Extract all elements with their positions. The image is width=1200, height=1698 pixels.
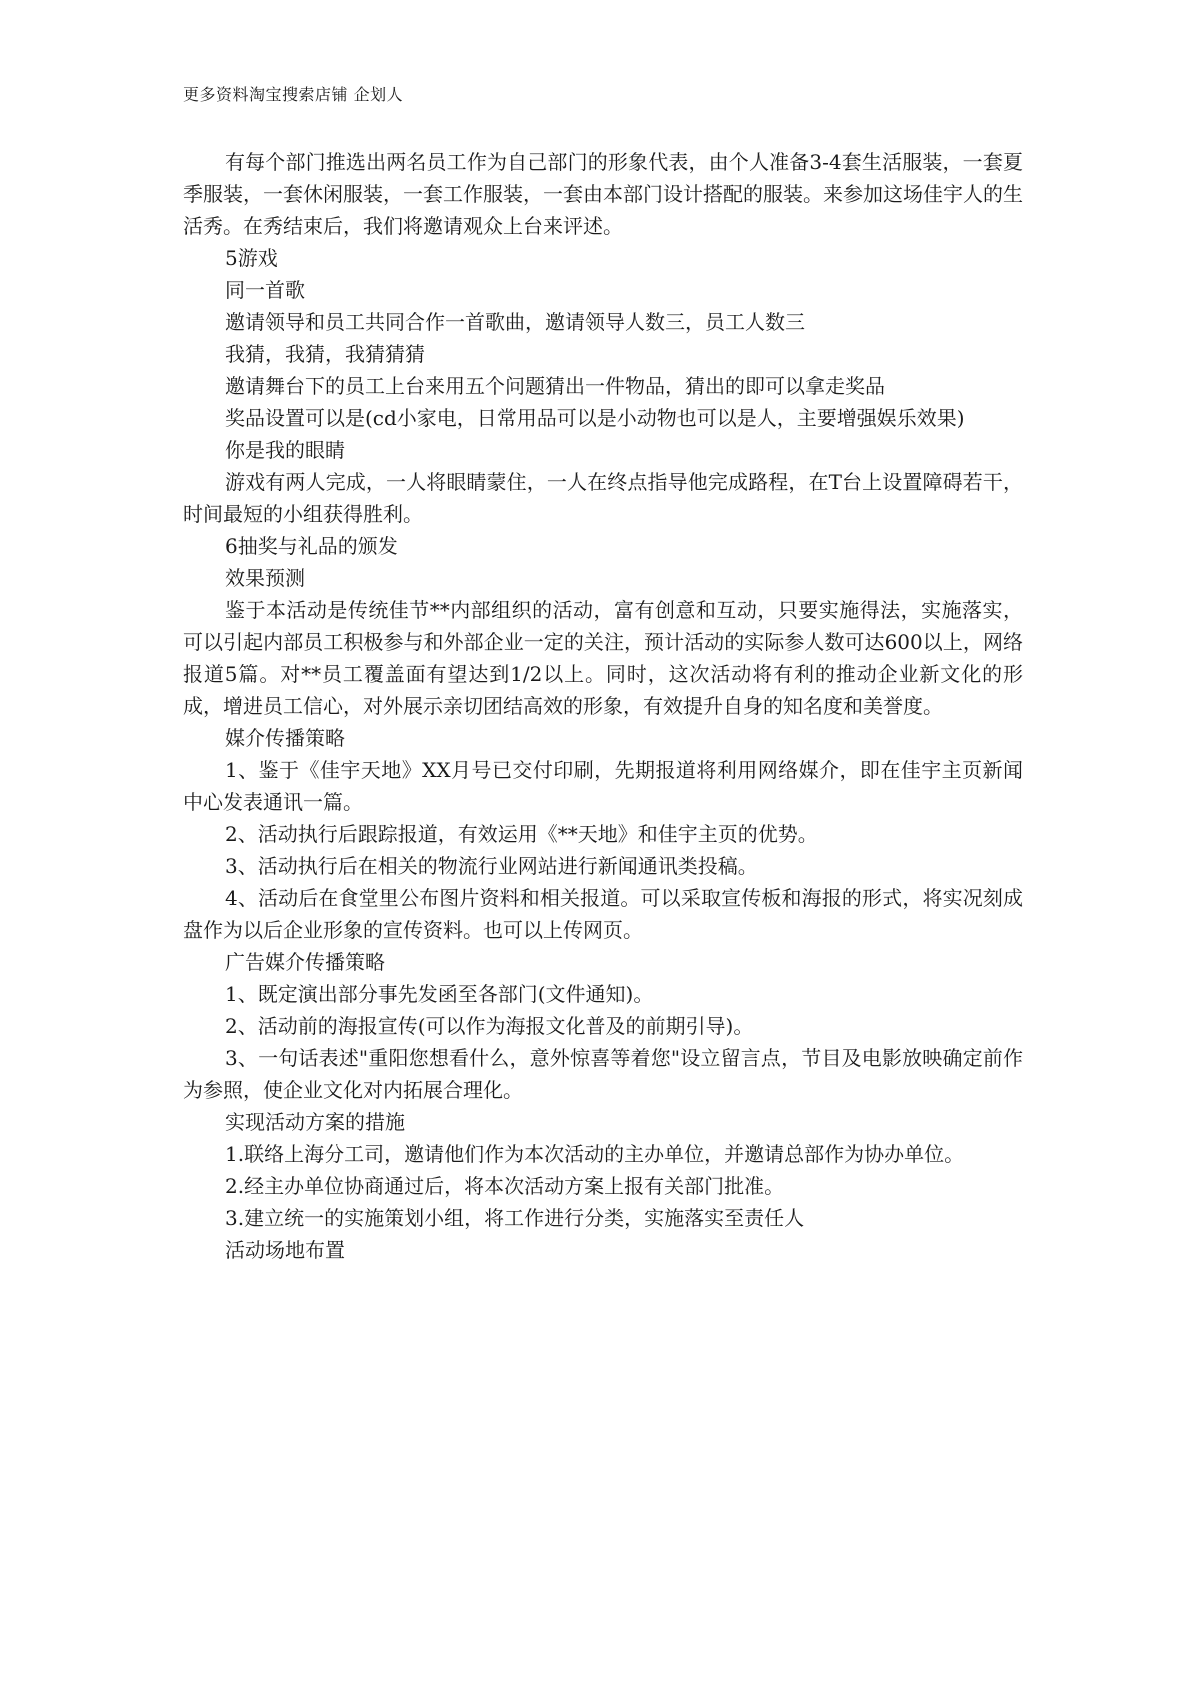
paragraph: 邀请领导和员工共同合作一首歌曲，邀请领导人数三，员工人数三 <box>225 310 805 334</box>
paragraph: 游戏有两人完成，一人将眼睛蒙住，一人在终点指导他完成路程，在T台上设置障碍若干，时间最短的小组获得胜利。 <box>183 470 1023 526</box>
section-heading-lottery: 6抽奖与礼品的颁发 <box>225 534 398 558</box>
section-heading-venue: 活动场地布置 <box>225 1238 345 1262</box>
paragraph: 有每个部门推选出两名员工作为自己部门的形象代表，由个人准备3-4套生活服装，一套夏季服装，一套休闲服装，一套工作服装，一套由本部门设计搭配的服装。来参加这场佳宇人的生活秀。在秀结束后，我们将邀请观众上台来评述。 <box>183 150 1023 238</box>
section-heading-media: 媒介传播策略 <box>225 726 345 750</box>
section-heading-measures: 实现活动方案的措施 <box>225 1110 405 1134</box>
list-item: 1、既定演出部分事先发函至各部门(文件通知)。 <box>225 982 654 1006</box>
section-heading-effect: 效果预测 <box>225 566 305 590</box>
list-item: 4、活动后在食堂里公布图片资料和相关报道。可以采取宣传板和海报的形式，将实况刻成盘作为以后企业形象的宣传资料。也可以上传网页。 <box>183 886 1023 942</box>
page-header: 更多资料淘宝搜索店铺 企划人 <box>183 85 404 104</box>
paragraph: 鉴于本活动是传统佳节**内部组织的活动，富有创意和互动，只要实施得法，实施落实，可以引起内部员工积极参与和外部企业一定的关注，预计活动的实际参人数可达600以上，网络报道5篇。对**员工覆盖面有望达到1/2以上。同时，这次活动将有利的推动企业新文化的形成，增进员工信心，对外展示亲切团结高效的形象，有效提升自身的知名度和美誉度。 <box>183 598 1023 718</box>
list-item: 2、活动前的海报宣传(可以作为海报文化普及的前期引导)。 <box>225 1014 754 1038</box>
section-heading-games: 5游戏 <box>225 246 278 270</box>
document-body <box>183 146 1023 1266</box>
game-title: 我猜，我猜，我猜猜猜 <box>225 342 425 366</box>
game-title: 同一首歌 <box>225 278 305 302</box>
section-heading-ad-media: 广告媒介传播策略 <box>225 950 385 974</box>
list-item: 3.建立统一的实施策划小组，将工作进行分类，实施落实至责任人 <box>225 1206 805 1230</box>
paragraph: 邀请舞台下的员工上台来用五个问题猜出一件物品，猜出的即可以拿走奖品 <box>225 374 885 398</box>
list-item: 1、鉴于《佳宇天地》XX月号已交付印刷，先期报道将利用网络媒介，即在佳宇主页新闻中心发表通讯一篇。 <box>183 758 1023 814</box>
list-item: 2、活动执行后跟踪报道，有效运用《**天地》和佳宇主页的优势。 <box>225 822 818 846</box>
list-item: 2.经主办单位协商通过后，将本次活动方案上报有关部门批准。 <box>225 1174 785 1198</box>
list-item: 1.联络上海分工司，邀请他们作为本次活动的主办单位，并邀请总部作为协办单位。 <box>225 1142 965 1166</box>
list-item: 3、活动执行后在相关的物流行业网站进行新闻通讯类投稿。 <box>225 854 758 878</box>
list-item: 3、一句话表述"重阳您想看什么，意外惊喜等着您"设立留言点，节目及电影放映确定前作为参照，使企业文化对内拓展合理化。 <box>183 1046 1023 1102</box>
game-title: 你是我的眼睛 <box>225 438 345 462</box>
paragraph: 奖品设置可以是(cd小家电，日常用品可以是小动物也可以是人，主要增强娱乐效果) <box>225 406 965 430</box>
